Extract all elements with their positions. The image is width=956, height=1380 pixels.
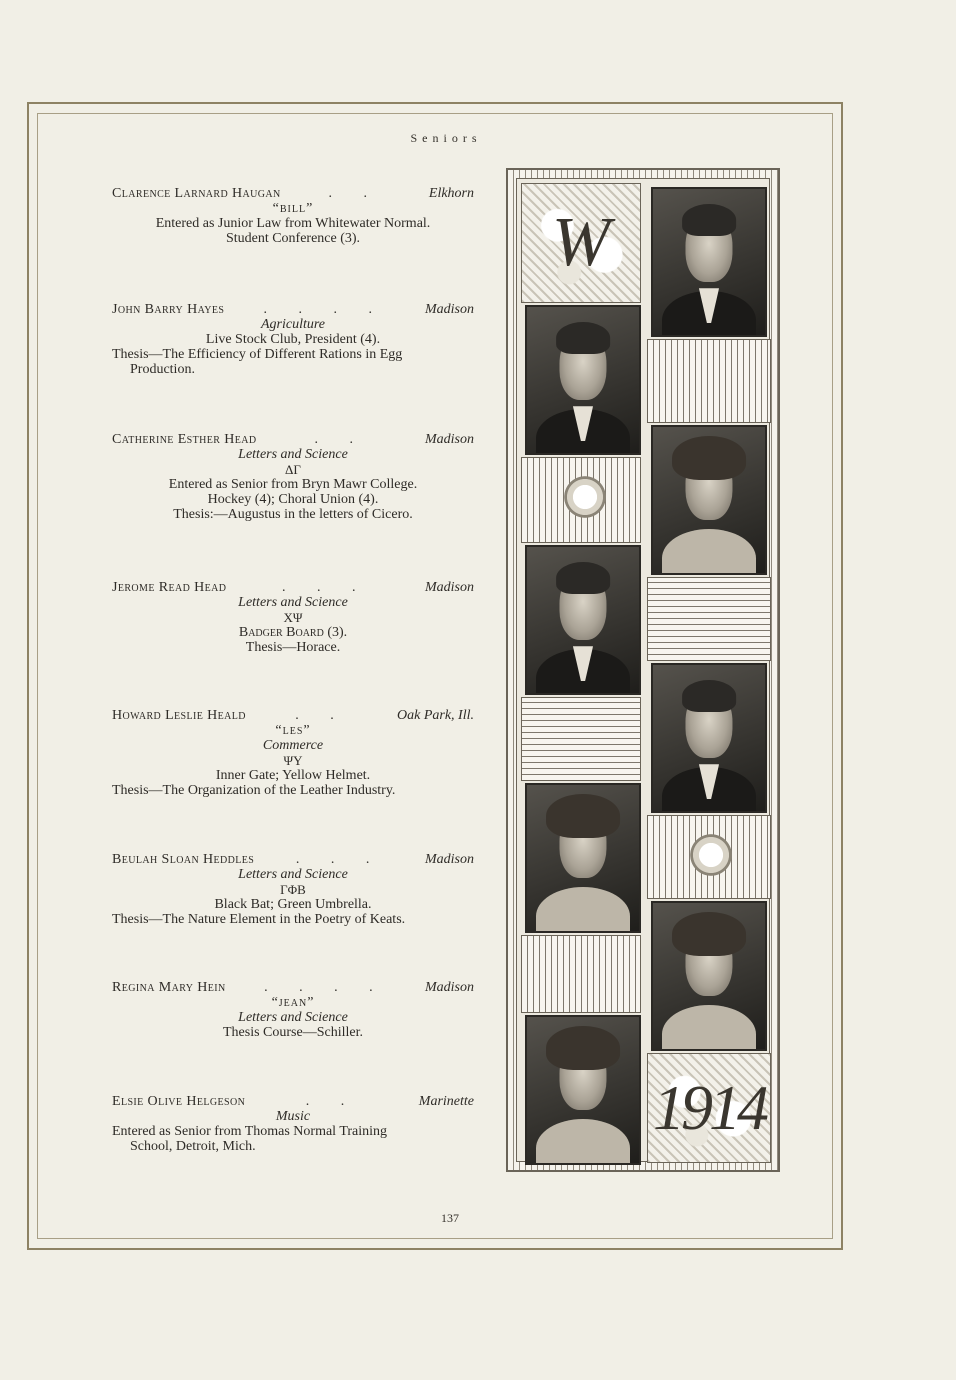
entry-course: Letters and Science (238, 595, 348, 610)
monogram-letter: W (551, 204, 611, 281)
entry-heading (112, 852, 474, 867)
entry-heading (112, 708, 474, 723)
entry-hometown: Madison (425, 980, 474, 995)
entry-hometown: Madison (425, 302, 474, 317)
entry-line: Live Stock Club, President (4). (205, 332, 381, 347)
portrait-helgeson (525, 1015, 641, 1165)
entry-line: Entered as Senior from Bryn Mawr College. (168, 477, 418, 492)
entry-name: Catherine Esther Head (112, 432, 257, 447)
entry-course: Agriculture (260, 317, 326, 332)
entry-name: Clarence Larnard Haugan (112, 186, 281, 201)
weave-panel (647, 577, 771, 661)
entry-hometown: Marinette (418, 1094, 474, 1109)
entry-line: Hockey (4); Choral Union (4). (207, 492, 379, 507)
entry-thesis: Thesis—The Efficiency of Different Rations in Egg (112, 347, 403, 362)
entry-nickname: “bill” (272, 201, 314, 216)
entry-jerome-head (112, 580, 474, 655)
entry-leader-dots: . . . . (264, 980, 387, 995)
entry-course: Music (275, 1109, 311, 1124)
collage-panel (516, 178, 770, 1162)
entry-heading (112, 302, 474, 317)
monogram-ornament (521, 183, 641, 303)
entry-leader-dots: . . . (281, 580, 370, 595)
weave-panel (647, 339, 771, 423)
entry-thesis-continued: School, Detroit, Mich. (130, 1139, 256, 1154)
entry-line: Student Conference (3). (225, 231, 361, 246)
entry-thesis-continued: Production. (130, 362, 195, 377)
rose-ornament (557, 469, 613, 525)
entry-leader-dots: . . (305, 1094, 359, 1109)
entry-thesis: Thesis—The Organization of the Leather Industry. (112, 783, 396, 798)
entry-leader-dots: . . . . (263, 302, 386, 317)
entry-course: Letters and Science (238, 1010, 348, 1025)
entry-course: Commerce (262, 738, 324, 753)
entry-heald (112, 708, 474, 798)
entry-hometown: Madison (425, 852, 474, 867)
entry-helgeson (112, 1094, 474, 1154)
entry-heddles (112, 852, 474, 927)
entry-hometown: Oak Park, Ill. (397, 708, 474, 723)
rose-ornament (683, 827, 739, 883)
entry-leader-dots: . . . (295, 852, 384, 867)
entry-fraternity: ΧΨ (283, 610, 303, 625)
entry-hometown: Elkhorn (428, 186, 474, 201)
class-year: 1914 (653, 1072, 765, 1143)
entry-fraternity: ΨΥ (283, 753, 303, 768)
entry-line: Badger Board (3). (238, 625, 348, 640)
entry-heading (112, 1094, 474, 1109)
entry-line: Thesis Course—Schiller. (223, 1025, 363, 1040)
entry-heading (112, 980, 474, 995)
portrait-hayes (525, 305, 641, 455)
entry-fraternity: ΓΦΒ (280, 882, 306, 897)
entry-fraternity: ΔΓ (285, 462, 301, 477)
entry-hein (112, 980, 474, 1040)
entry-thesis: Entered as Senior from Thomas Normal Training (112, 1124, 388, 1139)
entry-line: Inner Gate; Yellow Helmet. (215, 768, 371, 783)
entry-heading (112, 186, 474, 201)
entry-name: Jerome Read Head (112, 580, 227, 595)
entry-line: Thesis—Horace. (245, 640, 341, 655)
entry-line: Entered as Junior Law from Whitewater Normal. (155, 216, 431, 231)
entry-name: Elsie Olive Helgeson (112, 1094, 246, 1109)
entry-hometown: Madison (425, 580, 474, 595)
entry-name: Regina Mary Hein (112, 980, 226, 995)
weave-panel (521, 935, 641, 1013)
entry-name: John Barry Hayes (112, 302, 225, 317)
page-number: 137 (441, 1211, 459, 1225)
portrait-catherine-head (651, 425, 767, 575)
entry-leader-dots: . . (314, 432, 367, 447)
entry-heading (112, 432, 474, 447)
entry-hayes (112, 302, 474, 377)
portrait-heald (651, 663, 767, 813)
entry-nickname: “les” (275, 723, 311, 738)
entry-name: Howard Leslie Heald (112, 708, 246, 723)
portrait-collage (506, 168, 780, 1172)
portrait-hein (651, 901, 767, 1051)
entry-leader-dots: . . (328, 186, 382, 201)
entry-name: Beulah Sloan Heddles (112, 852, 255, 867)
entry-heading (112, 580, 474, 595)
entry-nickname: “jean” (271, 995, 315, 1010)
portrait-jerome-head (525, 545, 641, 695)
entry-thesis: Thesis—The Nature Element in the Poetry of Keats. (112, 912, 406, 927)
weave-panel (521, 697, 641, 781)
portrait-haugan (651, 187, 767, 337)
portrait-heddles (525, 783, 641, 933)
running-head: Seniors (410, 131, 482, 145)
entry-line: Thesis:—Augustus in the letters of Cicero. (173, 507, 413, 522)
entry-course: Letters and Science (238, 867, 348, 882)
entry-course: Letters and Science (238, 447, 348, 462)
entry-hometown: Madison (425, 432, 474, 447)
year-ornament (647, 1053, 771, 1163)
entry-catherine-head (112, 432, 474, 522)
entry-leader-dots: . . (295, 708, 348, 723)
entry-haugan (112, 186, 474, 246)
entry-line: Black Bat; Green Umbrella. (214, 897, 372, 912)
